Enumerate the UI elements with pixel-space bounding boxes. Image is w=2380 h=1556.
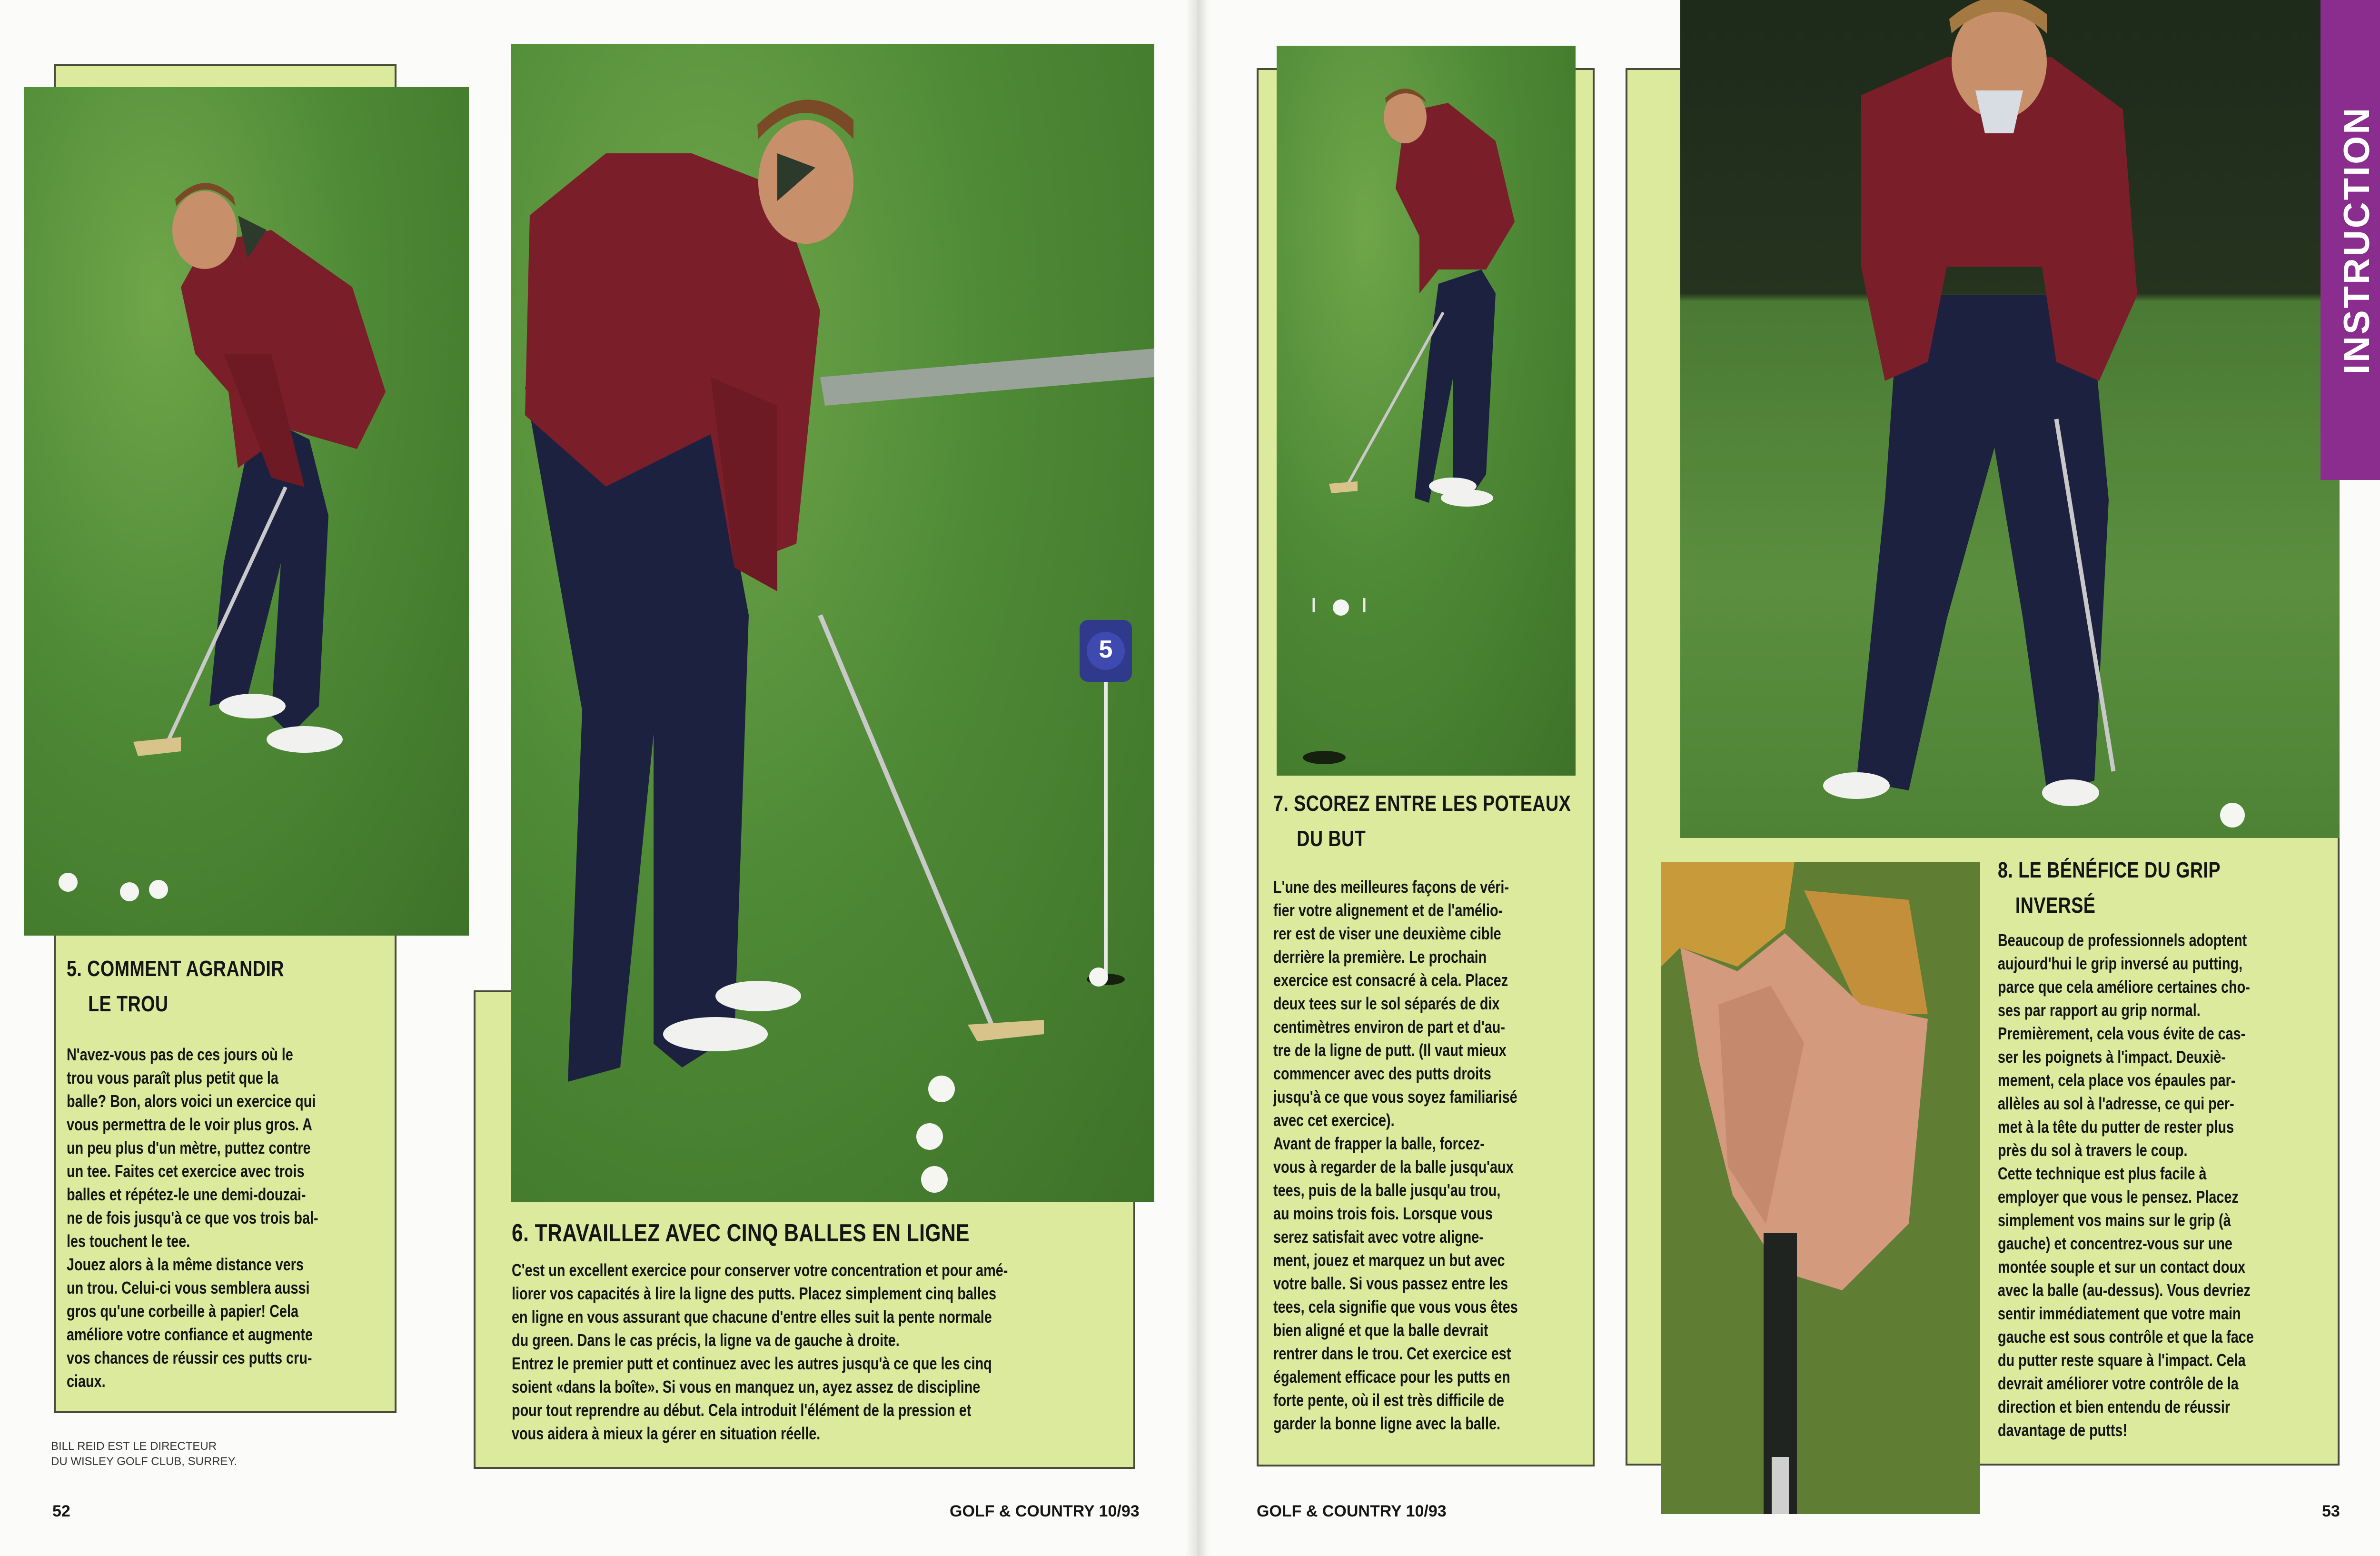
body-line: centimètres environ de part et d'au- [1273,1017,1505,1037]
body-line: du putter reste square à l'impact. Cela [1998,1350,2246,1370]
section-tab-label [2320,0,2380,480]
body-line: met à la tête du putter de rester plus [1998,1117,2234,1137]
body-line: sentir immédiatement que votre main [1998,1304,2241,1323]
right-magazine-name: GOLF & COUNTRY 10/93 [1257,1502,1447,1520]
body-line: vous aidera à mieux la gérer en situation réelle. [512,1424,821,1443]
body-line: gauche est sous contrôle et que la face [1998,1327,2254,1347]
body-line: près du sol à travers le coup. [1998,1140,2188,1160]
body-line: améliore votre confiance et augmente [67,1325,313,1344]
body-line: deux tees sur le sol séparés de dix [1273,994,1500,1013]
body-line: montée souple et sur un contact doux [1998,1257,2246,1277]
tip5-heading-line1: 5. COMMENT AGRANDIR [67,956,284,981]
body-line: ser les poignets à l'impact. Deuxiè- [1998,1047,2226,1067]
tip5-heading [67,951,284,1021]
body-line: au moins trois fois. Lorsque vous [1273,1204,1493,1223]
body-line: un peu plus d'un mètre, puttez contre [67,1138,311,1157]
body-line: soient «dans la boîte». Si vous en manquez un, ayez assez de discipline [512,1377,981,1396]
credit-line1: BILL REID EST LE DIRECTEUR [51,1440,217,1453]
tip6-heading: 6. TRAVAILLEZ AVEC CINQ BALLES EN LIGNE [512,1219,970,1247]
body-line: liorer vos capacités à lire la ligne des putts. Placez simplement cinq balles [512,1284,996,1303]
body-line: les touchent le tee. [67,1231,190,1251]
body-line: allèles au sol à l'adresse, ce qui per- [1998,1094,2234,1113]
body-line: en ligne en vous assurant que chacune d'entre elles suit la pente normale [512,1307,992,1327]
hands-grip-illustration [1661,862,1980,1514]
section-tab-text: INSTRUCTION [2337,106,2378,374]
credit-line2: DU WISLEY GOLF CLUB, SURREY. [51,1455,238,1468]
body-line: avec la balle (au-dessus). Vous devriez [1998,1280,2251,1300]
body-line: du green. Dans le cas précis, la ligne va de gauche à droite. [512,1330,900,1350]
tip8-main-photo [1680,0,2340,838]
body-line: gros qu'une corbeille à papier! Cela [67,1301,298,1321]
body-line: tees, cela signifie que vous vous êtes [1273,1297,1518,1317]
body-line: C'est un excellent exercice pour conserver votre concentration et pour amé- [512,1260,1008,1280]
body-line: Cette technique est plus facile à [1998,1164,2207,1183]
body-line: votre balle. Si vous passez entre les [1273,1274,1508,1293]
spine-gutter [1185,0,1209,1556]
tip5-photo [24,87,469,936]
body-line: derrière la première. Le prochain [1273,947,1487,967]
body-line: un trou. Celui-ci vous semblera aussi [67,1278,310,1297]
body-line: pour tout reprendre au début. Cela introduit l'élément de la pression et [512,1400,972,1420]
body-line: ciaux. [67,1371,106,1391]
body-line: jusqu'à ce que vous soyez familiarisé [1273,1087,1517,1107]
body-line: exercice est consacré à cela. Placez [1273,970,1508,990]
tip7-heading-line1: 7. SCOREZ ENTRE LES POTEAUX [1273,791,1571,816]
body-line: ne de fois jusqu'à ce que vos trois bal- [67,1208,318,1227]
author-credit [51,1439,237,1469]
body-line: fier votre alignement et de l'amélio- [1273,900,1503,920]
body-line: Premièrement, cela vous évite de cas- [1998,1024,2246,1043]
body-line: direction et bien entendu de réussir [1998,1397,2231,1416]
body-line: également efficace pour les putts en [1273,1367,1510,1386]
body-line: tees, puis de la balle jusqu'au trou, [1273,1180,1501,1200]
body-line: commencer avec des putts droits [1273,1064,1491,1083]
tip8-heading-line2: INVERSÉ [2015,893,2096,918]
golfer-reverse-grip-illustration [1680,0,2340,838]
body-line: aujourd'hui le grip inversé au putting, [1998,954,2243,973]
body-line: parce que cela améliore certaines cho- [1998,977,2250,997]
tip7-body [1273,875,1589,1435]
body-line: rentrer dans le trou. Cet exercice est [1273,1344,1511,1363]
body-line: gauche) et concentrez-vous sur une [1998,1234,2232,1253]
body-line: simplement vos mains sur le grip (à [1998,1210,2231,1230]
tip8-grip-photo [1661,862,1980,1514]
body-line: N'avez-vous pas de ces jours où le [67,1045,293,1064]
body-line: garder la bonne ligne avec la balle. [1273,1414,1500,1433]
golfer-putting-illustration [24,87,469,936]
body-line: Avant de frapper la balle, forcez- [1273,1134,1485,1153]
golfer-five-balls-illustration [511,44,1154,1202]
tip6-photo [511,44,1154,1202]
tip5-body [67,1043,385,1393]
body-line: balle? Bon, alors voici un exercice qui [67,1091,316,1111]
body-line: Beaucoup de professionnels adoptent [1998,930,2247,950]
body-line: serez satisfait avec votre aligne- [1273,1227,1484,1247]
body-line: ses par rapport au grip normal. [1998,1000,2201,1020]
tip5-heading-line2: LE TROU [88,991,169,1016]
golfer-goalposts-illustration [1277,46,1576,776]
tip6-body [512,1258,1130,1445]
body-line: vous à regarder de la balle jusqu'aux [1273,1157,1514,1177]
tip7-heading-line2: DU BUT [1297,826,1366,851]
body-line: vous permettra de le voir plus gros. A [67,1115,312,1134]
right-page-number: 53 [2322,1502,2340,1520]
body-line: forte pente, où il est très difficile de [1273,1390,1504,1410]
body-line: mement, cela place vos épaules par- [1998,1070,2236,1090]
body-line: devrait améliorer votre contrôle de la [1998,1374,2239,1393]
flag-number: 5 [1099,636,1113,663]
tip7-heading [1273,786,1571,856]
body-line: Jouez alors à la même distance vers [67,1255,304,1274]
body-line: un tee. Faites cet exercice avec trois [67,1161,305,1181]
body-line: ment, jouez et marquez un but avec [1273,1250,1505,1270]
tip8-heading [1998,852,2221,923]
body-line: balles et répétez-le une demi-douzai- [67,1185,306,1204]
tip7-photo [1277,46,1576,776]
body-line: employer que vous le pensez. Placez [1998,1187,2239,1207]
body-line: trou vous paraît plus petit que la [67,1068,278,1087]
left-page-number: 52 [52,1502,70,1520]
body-line: vos chances de réussir ces putts cru- [67,1348,312,1367]
body-line: tre de la ligne de putt. (Il vaut mieux [1273,1040,1507,1060]
body-line: rer est de viser une deuxième cible [1273,924,1501,943]
body-line: avec cet exercice). [1273,1110,1395,1130]
body-line: L'une des meilleures façons de véri- [1273,877,1509,897]
tip8-heading-line1: 8. LE BÉNÉFICE DU GRIP [1998,858,2221,882]
body-line: davantage de putts! [1998,1420,2128,1440]
tip8-body [1998,928,2325,1442]
body-line: bien aligné et que la balle devrait [1273,1320,1488,1340]
body-line: Entrez le premier putt et continuez avec les autres jusqu'à ce que les cinq [512,1354,992,1373]
left-magazine-name: GOLF & COUNTRY 10/93 [950,1502,1140,1520]
